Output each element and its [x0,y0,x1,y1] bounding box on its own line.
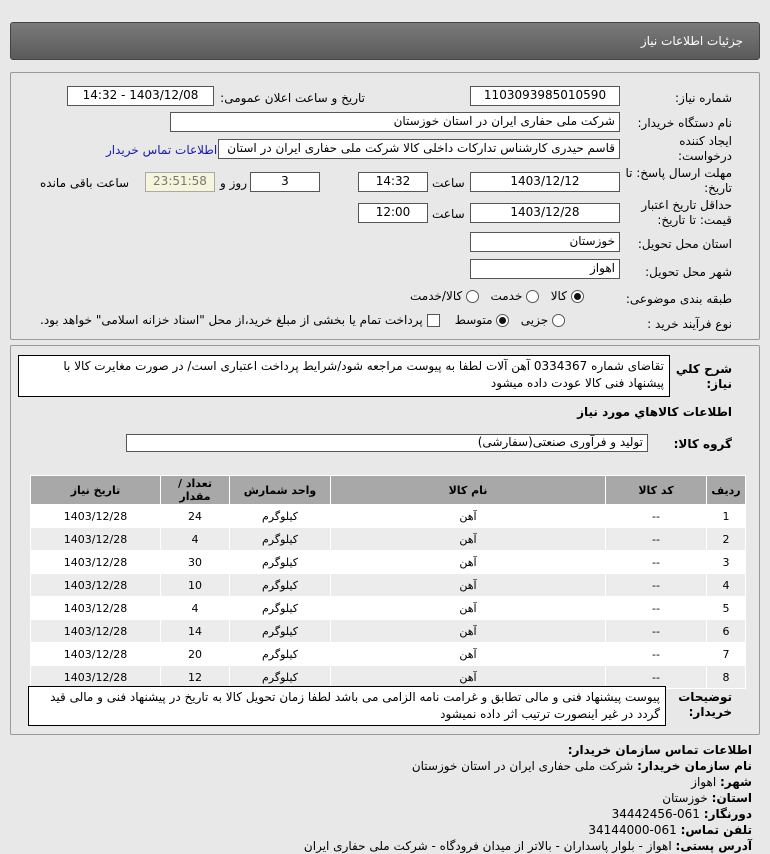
process-radios [40,313,565,327]
page-header [10,22,760,60]
buyer-contact-link[interactable]: اطلاعات تماس خریدار [106,143,218,157]
category-kala-khedmat[interactable]: کالا/خدمت [410,289,479,303]
quantity: 10 [161,574,229,596]
radio-icon[interactable] [496,314,509,327]
description-label: شرح کلي نیاز: [675,362,732,391]
goods-table [30,475,746,689]
contact-title: اطلاعات تماس سازمان خریدار: [567,743,752,757]
col-unit: واحد شمارش [230,476,330,504]
row-number: 4 [707,574,745,596]
need-date: 1403/12/28 [31,620,160,642]
remaining-label: ساعت باقی مانده [40,176,130,190]
org-label: نام سازمان خریدار: [637,759,752,773]
buyer-field: شرکت ملی حفاری ایران در استان خوزستان [170,112,620,132]
city-field: اهواز [470,259,620,279]
col-row: ردیف [707,476,745,504]
org-value: شرکت ملی حفاری ایران در استان خوزستان [411,759,634,773]
province-label: استان محل تحویل: [637,237,732,251]
table-row [31,551,745,573]
item-name: آهن [331,666,605,688]
radio-icon[interactable] [526,290,539,303]
need-date: 1403/12/28 [31,574,160,596]
time-remaining: 23:51:58 [145,172,215,192]
validity-time: 12:00 [358,203,428,223]
unit: کیلوگرم [230,574,330,596]
need-date: 1403/12/28 [31,666,160,688]
item-code: -- [606,597,706,619]
validity-time-label: ساعت [432,207,465,221]
unit: کیلوگرم [230,528,330,550]
address-label: آدرس پستی: [675,839,752,853]
item-name: آهن [331,551,605,573]
province-label: استان: [711,791,752,805]
deadline-time-label: ساعت [432,176,465,190]
quantity: 4 [161,528,229,550]
goods-title: اطلاعات کالاهاي مورد نیاز [577,405,732,419]
table-row [31,666,745,688]
buyer-notes-box: پیوست پیشنهاد فنی و مالی تطابق و غرامت نامه الزامی می باشد لطفا زمان تحویل کالا به تاریخ در پیشنهاد فنی و مالی قید گردد در غیر اینصورت ترتیب اثر داده نمیشود [28,686,666,726]
quantity: 24 [161,505,229,527]
item-name: آهن [331,597,605,619]
need-date: 1403/12/28 [31,505,160,527]
process-label: نوع فرآیند خرید : [647,317,732,331]
fax-label: دورنگار: [703,807,752,821]
page-title: جزئیات اطلاعات نیاز [640,34,743,48]
col-code: کد کالا [606,476,706,504]
table-row [31,643,745,665]
creator-label: ایجاد کننده درخواست: [678,134,732,163]
description-box: تقاضای شماره 0334367 آهن آلات لطفا به پیوست مراجعه شود/شرایط پرداخت اعتباری است/ در صورت مغایرت کالا با پیشنهاد فنی کالا عودت داده میشود [18,355,670,397]
table-row [31,505,745,527]
col-qty: تعداد / مقدار [161,476,229,504]
process-jozei[interactable]: جزیی [521,313,565,327]
phone-value: 061-34144000 [588,823,677,837]
row-number: 1 [707,505,745,527]
table-row [31,574,745,596]
need-date: 1403/12/28 [31,597,160,619]
city-label: شهر محل تحویل: [645,265,732,279]
item-code: -- [606,505,706,527]
row-number: 6 [707,620,745,642]
category-khedmat[interactable]: خدمت [490,289,539,303]
city-value: اهواز [691,775,717,789]
deadline-label: مهلت ارسال پاسخ: تا تاریخ: [625,166,732,195]
deadline-date: 1403/12/12 [470,172,620,192]
need-date: 1403/12/28 [31,643,160,665]
item-code: -- [606,620,706,642]
group-label: گروه کالا: [673,437,732,451]
item-code: -- [606,528,706,550]
payment-note: پرداخت تمام یا بخشی از مبلغ خرید،از محل "اسناد خزانه اسلامی" خواهد بود. [40,313,423,327]
row-number: 2 [707,528,745,550]
need-date: 1403/12/28 [31,528,160,550]
quantity: 14 [161,620,229,642]
item-code: -- [606,574,706,596]
quantity: 30 [161,551,229,573]
treasury-checkbox[interactable] [427,314,440,327]
province-value: خوزستان [662,791,708,805]
item-code: -- [606,666,706,688]
group-field: تولید و فرآوری صنعتی(سفارشی) [126,434,648,452]
item-name: آهن [331,574,605,596]
col-date: تاریخ نیاز [31,476,160,504]
table-row [31,528,745,550]
unit: کیلوگرم [230,643,330,665]
row-number: 8 [707,666,745,688]
item-name: آهن [331,643,605,665]
buyer-label: نام دستگاه خریدار: [637,116,732,130]
unit: کیلوگرم [230,620,330,642]
fax-value: 061-34442456 [611,807,700,821]
province-field: خوزستان [470,232,620,252]
need-number-field: 1103093985010590 [470,86,620,106]
item-code: -- [606,551,706,573]
address-value: اهواز - بلوار پاسداران - بالاتر از میدان فرودگاه - شرکت ملی حفاری ایران [303,839,672,853]
item-name: آهن [331,620,605,642]
radio-icon[interactable] [552,314,565,327]
row-number: 7 [707,643,745,665]
unit: کیلوگرم [230,505,330,527]
item-name: آهن [331,528,605,550]
radio-icon[interactable] [571,290,584,303]
unit: کیلوگرم [230,597,330,619]
col-name: نام کالا [331,476,605,504]
row-number: 5 [707,597,745,619]
table-row [31,597,745,619]
category-label: طبقه بندی موضوعی: [625,292,732,306]
quantity: 4 [161,597,229,619]
deadline-time: 14:32 [358,172,428,192]
row-number: 3 [707,551,745,573]
announce-label: تاریخ و ساعت اعلان عمومی: [220,91,365,105]
announce-field: 1403/12/08 - 14:32 [67,86,214,106]
unit: کیلوگرم [230,666,330,688]
item-name: آهن [331,505,605,527]
need-date: 1403/12/28 [31,551,160,573]
validity-date: 1403/12/28 [470,203,620,223]
unit: کیلوگرم [230,551,330,573]
quantity: 12 [161,666,229,688]
phone-label: تلفن تماس: [680,823,752,837]
days-label: روز و [220,176,247,190]
creator-field: قاسم حیدری کارشناس تدارکات داخلی کالا شرکت ملی حفاری ایران در استان [218,139,620,159]
city-label: شهر: [720,775,752,789]
buyer-notes-label: توضیحات خریدار: [678,690,732,719]
radio-icon[interactable] [466,290,479,303]
category-radios [410,289,584,303]
process-motevaset[interactable]: متوسط [455,313,510,327]
validity-label: حداقل تاریخ اعتبار قیمت: تا تاریخ: [641,198,732,227]
quantity: 20 [161,643,229,665]
table-row [31,620,745,642]
item-code: -- [606,643,706,665]
need-number-label: شماره نیاز: [675,91,732,105]
category-kala[interactable]: کالا [551,289,584,303]
days-remaining: 3 [250,172,320,192]
